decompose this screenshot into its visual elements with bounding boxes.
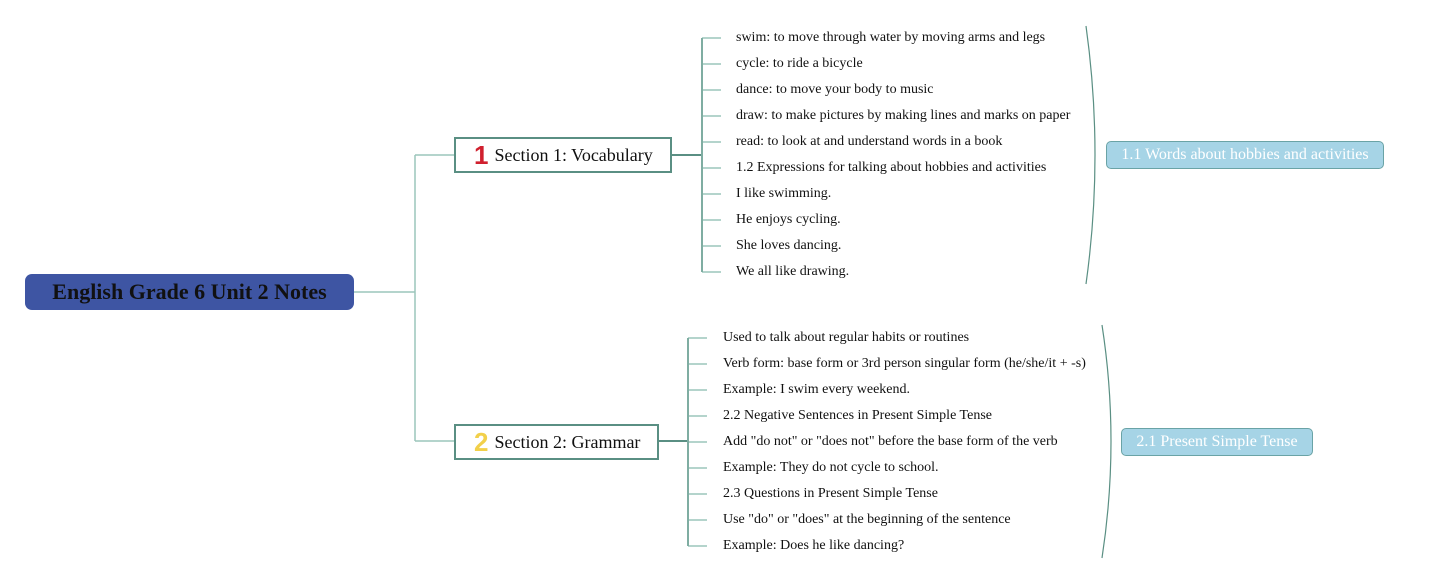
section-2-label: Section 2: Grammar — [494, 431, 641, 452]
section-1-summary-label: 1.1 Words about hobbies and activities — [1121, 146, 1369, 163]
list-item[interactable]: swim: to move through water by moving arms and legs — [736, 30, 1046, 45]
list-item[interactable]: cycle: to ride a bicycle — [736, 56, 863, 71]
root-topic[interactable] — [25, 274, 354, 310]
list-item[interactable]: Example: They do not cycle to school. — [723, 460, 939, 475]
list-item[interactable]: She loves dancing. — [736, 238, 842, 253]
list-item[interactable]: Example: Does he like dancing? — [723, 538, 905, 553]
section-2-bracket — [1102, 325, 1111, 558]
section-1-node[interactable] — [454, 137, 672, 173]
list-item[interactable]: dance: to move your body to music — [736, 82, 934, 97]
list-item[interactable]: Add "do not" or "does not" before the base form of the verb — [723, 434, 1058, 449]
list-item[interactable]: 1.2 Expressions for talking about hobbies and activities — [736, 160, 1047, 175]
list-item[interactable]: Used to talk about regular habits or routines — [723, 330, 970, 345]
section-1-branches — [702, 38, 721, 272]
list-item[interactable]: 2.2 Negative Sentences in Present Simple Tense — [723, 408, 992, 423]
section-1-summary[interactable] — [1106, 141, 1384, 169]
list-item[interactable]: We all like drawing. — [736, 264, 850, 279]
number-2-icon: 2 — [474, 427, 489, 457]
list-item[interactable]: draw: to make pictures by making lines and marks on paper — [736, 108, 1071, 123]
section-2-summary-label: 2.1 Present Simple Tense — [1136, 433, 1298, 450]
list-item[interactable]: Verb form: base form or 3rd person singular form (he/she/it + -s) — [723, 356, 1086, 371]
section-2-summary[interactable] — [1121, 428, 1313, 456]
list-item[interactable]: I like swimming. — [736, 186, 832, 201]
list-item[interactable]: read: to look at and understand words in a book — [736, 134, 1003, 149]
list-item[interactable]: Example: I swim every weekend. — [723, 382, 910, 397]
section-2-node[interactable] — [454, 424, 659, 460]
root-connector — [354, 155, 455, 441]
list-item[interactable]: Use "do" or "does" at the beginning of the sentence — [723, 512, 1011, 527]
root-title: English Grade 6 Unit 2 Notes — [52, 279, 327, 304]
section-2-branches — [688, 338, 707, 546]
list-item[interactable]: He enjoys cycling. — [736, 212, 841, 227]
section-1-bracket — [1086, 26, 1095, 284]
list-item[interactable]: 2.3 Questions in Present Simple Tense — [723, 486, 938, 501]
number-1-icon: 1 — [474, 140, 489, 170]
section-1-label: Section 1: Vocabulary — [494, 144, 653, 165]
